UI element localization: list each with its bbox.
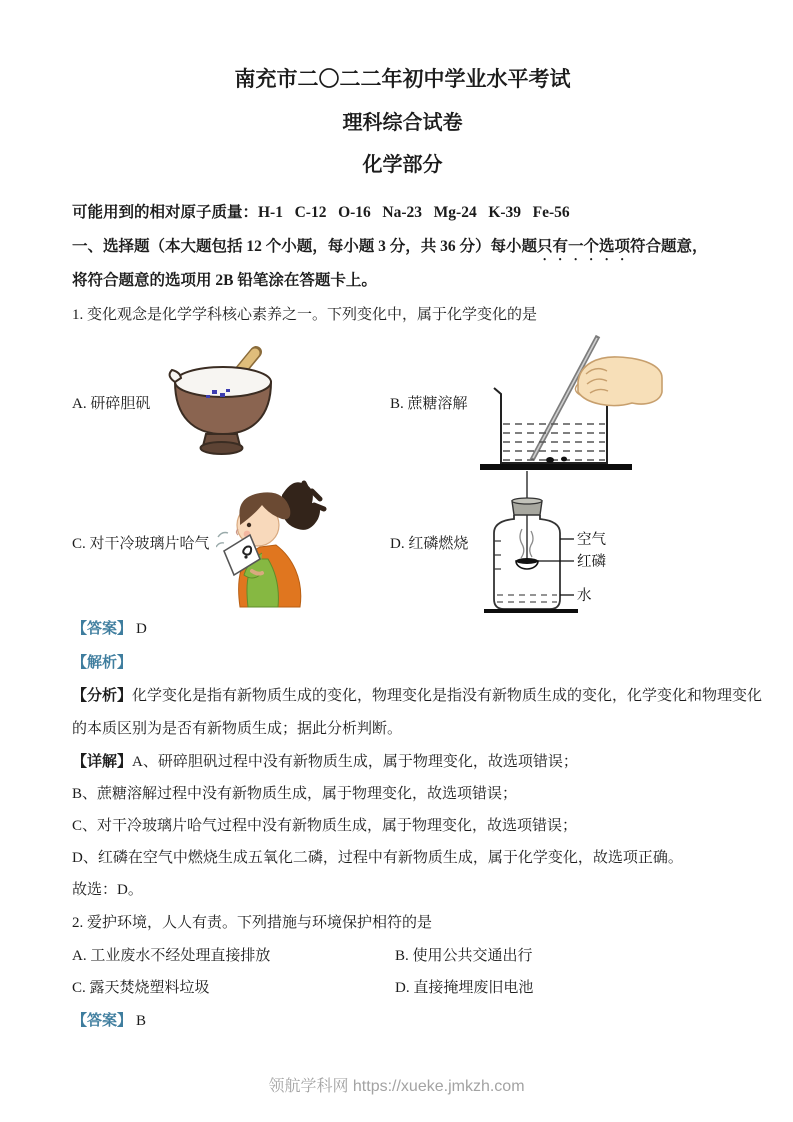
q1-option-c [72, 475, 390, 609]
q1-detail-line-a [72, 746, 733, 778]
watermark-footer: 领航学科网 https://xueke.jmkzh.com [268, 1078, 525, 1095]
bench-line [480, 464, 632, 470]
answer-tag: 【答案】 [72, 1013, 133, 1029]
q2-option-c: C. 露天焚烧塑料垃圾 [72, 980, 210, 996]
q2-option-a: A. 工业废水不经处理直接排放 [72, 948, 271, 964]
q1-option-a [72, 340, 390, 464]
q2-answer-value: B [136, 1013, 147, 1029]
q1-detail-line-d: D、红磷在空气中燃烧生成五氧化二磷，过程中有新物质生成，属于化学变化，故选项正确。 [72, 850, 683, 866]
label-red-phosphorus: 红磷 [577, 554, 607, 570]
detail-text-a: A、研碎胆矾过程中没有新物质生成，属于物理变化，故选项错误； [132, 754, 578, 770]
analysis-tag: 【分析】 [72, 688, 133, 704]
q1-conclusion-line: 故选：D。 [72, 882, 143, 898]
q1-analysis-line-2: 的本质区别为是否有新物质生成；据此分析判断。 [72, 721, 403, 737]
q1-answer-value: D [136, 621, 147, 637]
instr-emphasized: 只有一个选项 [537, 238, 631, 255]
q1-option-d-label: D. 红磷燃烧 [390, 535, 469, 552]
exam-title: 南充市二〇二二年初中学业水平考试 [234, 67, 571, 91]
q2-answer-line [72, 1004, 733, 1038]
water-lines [497, 595, 557, 602]
combustion-spoon-icon [516, 558, 538, 569]
q1-option-d [390, 471, 733, 613]
section-instructions-line1 [72, 230, 733, 264]
stopper-icon [512, 498, 542, 515]
analysis-text-1: 化学变化是指有新物质生成的变化，物理变化是指没有新物质生成的变化，化学变化和物理变化 [132, 688, 763, 704]
q2-option-d: D. 直接掩埋废旧电池 [395, 980, 534, 996]
detail-tag: 【详解】 [72, 754, 133, 770]
question-1-stem: 1. 变化观念是化学学科核心素养之一。下列变化中，属于化学变化的是 [72, 307, 538, 323]
exam-subtitle: 理科综合试卷 [342, 112, 463, 134]
instr-post: 符合题意， [630, 238, 708, 255]
q1-analysis-line-1 [72, 680, 763, 713]
scale-marks [494, 541, 501, 569]
q1-option-b [390, 332, 733, 472]
q1-options-row-1 [72, 332, 733, 472]
atomic-mass-note: 可能用到的相对原子质量：H-1 C-12 O-16 Na-23 Mg-24 K-39 Fe-56 [72, 204, 570, 221]
sugar-dissolving-illustration [474, 332, 664, 472]
girl-breathing-on-glass-illustration [216, 475, 332, 609]
mortar-pestle-illustration [156, 340, 298, 464]
q1-detail-line-b: B、蔗糖溶解过程中没有新物质生成，属于物理变化，故选项错误； [72, 786, 518, 802]
sugar-particles [546, 457, 554, 463]
mortar-bowl-icon [170, 367, 271, 454]
q1-option-a-label: A. 研碎胆矾 [72, 395, 151, 412]
question-2-stem: 2. 爱护环境，人人有责。下列措施与环境保护相符的是 [72, 915, 433, 931]
q1-detail-line-c: C、对干冷玻璃片哈气过程中没有新物质生成，属于物理变化，故选项错误； [72, 818, 578, 834]
explanation-tag: 【解析】 [72, 655, 133, 671]
answer-tag: 【答案】 [72, 621, 133, 637]
section-instructions-line2: 将符合题意的选项用 2B 铅笔涂在答题卡上。 [72, 272, 377, 289]
section-title-chemistry: 化学部分 [362, 154, 443, 176]
water-lines [503, 424, 605, 460]
q1-option-c-label: C. 对干冷玻璃片哈气 [72, 535, 210, 552]
q2-options-grid [72, 940, 733, 1004]
q1-options-row-2 [72, 472, 733, 612]
instr-pre: 一、选择题（本大题包括 12 个小题，每小题 3 分，共 36 分）每小题 [72, 238, 538, 255]
q2-option-b: B. 使用公共交通出行 [395, 948, 533, 964]
label-water: 水 [577, 588, 592, 604]
red-phosphorus-burning-illustration [474, 471, 636, 613]
label-air: 空气 [577, 532, 607, 548]
diagram-labels [538, 530, 606, 604]
q1-explanation-tag-line [72, 646, 733, 680]
hand-icon [575, 357, 662, 406]
q1-option-b-label: B. 蔗糖溶解 [390, 395, 468, 412]
bench-line [484, 609, 578, 613]
q1-answer-line [72, 612, 733, 646]
